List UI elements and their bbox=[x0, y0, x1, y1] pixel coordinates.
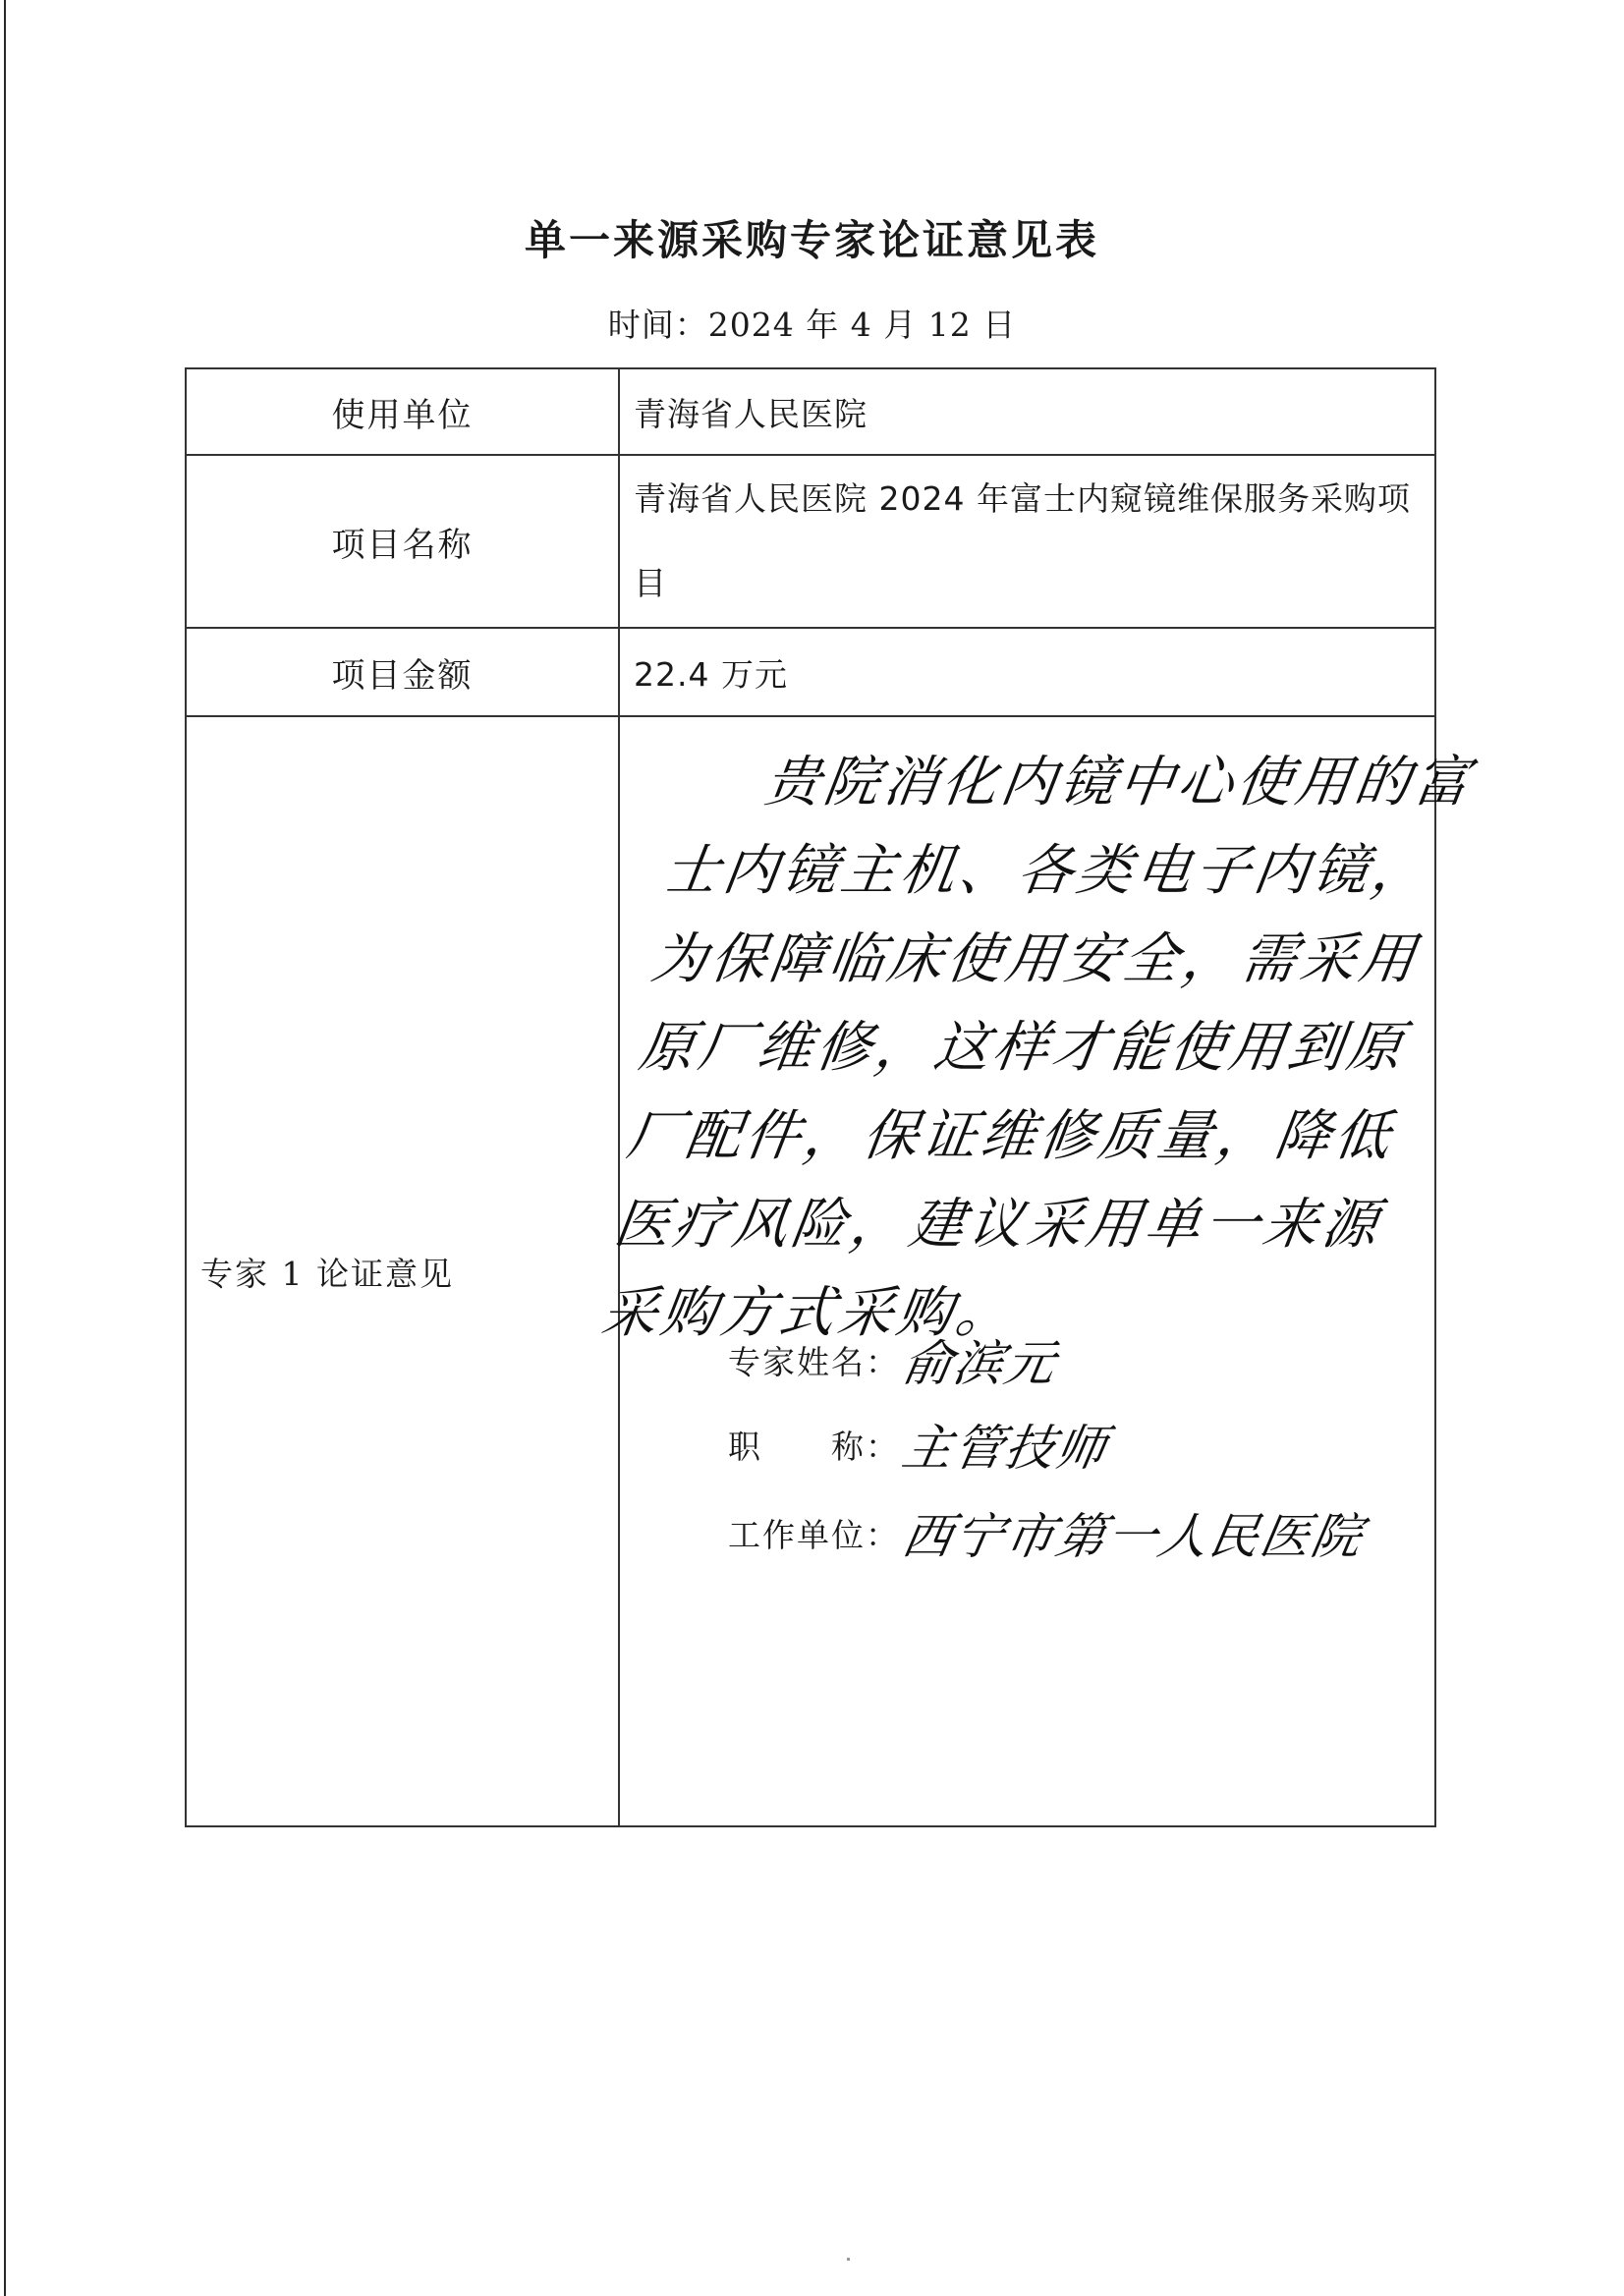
unit-label: 使用单位 bbox=[186, 368, 619, 455]
form-row-opinion bbox=[186, 716, 1435, 1826]
form-row-unit bbox=[186, 368, 1435, 455]
amount-value: 22.4 万元 bbox=[619, 628, 1435, 716]
expert-name-signature: 俞滨元 bbox=[898, 1335, 1062, 1392]
expert-title-row bbox=[728, 1409, 1113, 1480]
form-row-amount bbox=[186, 628, 1435, 716]
expert-workplace-label: 工作单位： bbox=[728, 1515, 900, 1554]
opinion-label: 专家 1 论证意见 bbox=[186, 716, 619, 1826]
opinion-cell bbox=[597, 716, 1478, 1826]
project-name-label: 项目名称 bbox=[186, 455, 619, 628]
handwritten-opinion: 贵院消化内镜中心使用的富士内镜主机、各类电子内镜，为保障临床使用安全，需采用原厂维修，这样才能使用到原厂配件，保证维修质量，降低医疗风险，建议采用单一来源采购方式采购。 bbox=[597, 751, 1478, 1345]
document-date: 时间：2024 年 4 月 12 日 bbox=[607, 306, 1017, 344]
unit-value: 青海省人民医院 bbox=[619, 368, 1435, 455]
expert-opinion-form bbox=[185, 367, 1478, 1827]
expert-name-label: 专家姓名： bbox=[728, 1342, 900, 1381]
opinion-content bbox=[597, 717, 1478, 1825]
project-name-value: 青海省人民医院 2024 年富士内窥镜维保服务采购项目 bbox=[619, 455, 1435, 628]
expert-title-label: 职 称： bbox=[728, 1427, 900, 1466]
expert-name-row bbox=[728, 1324, 1062, 1395]
scan-speck bbox=[847, 2258, 850, 2261]
expert-workplace-row bbox=[728, 1497, 1369, 1568]
expert-title-handwritten: 主管技师 bbox=[898, 1420, 1113, 1477]
expert-workplace-handwritten: 西宁市第一人民医院 bbox=[898, 1508, 1369, 1565]
amount-label: 项目金额 bbox=[186, 628, 619, 716]
document-title: 单一来源采购专家论证意见表 bbox=[524, 216, 1099, 264]
form-row-project-name bbox=[186, 455, 1435, 628]
